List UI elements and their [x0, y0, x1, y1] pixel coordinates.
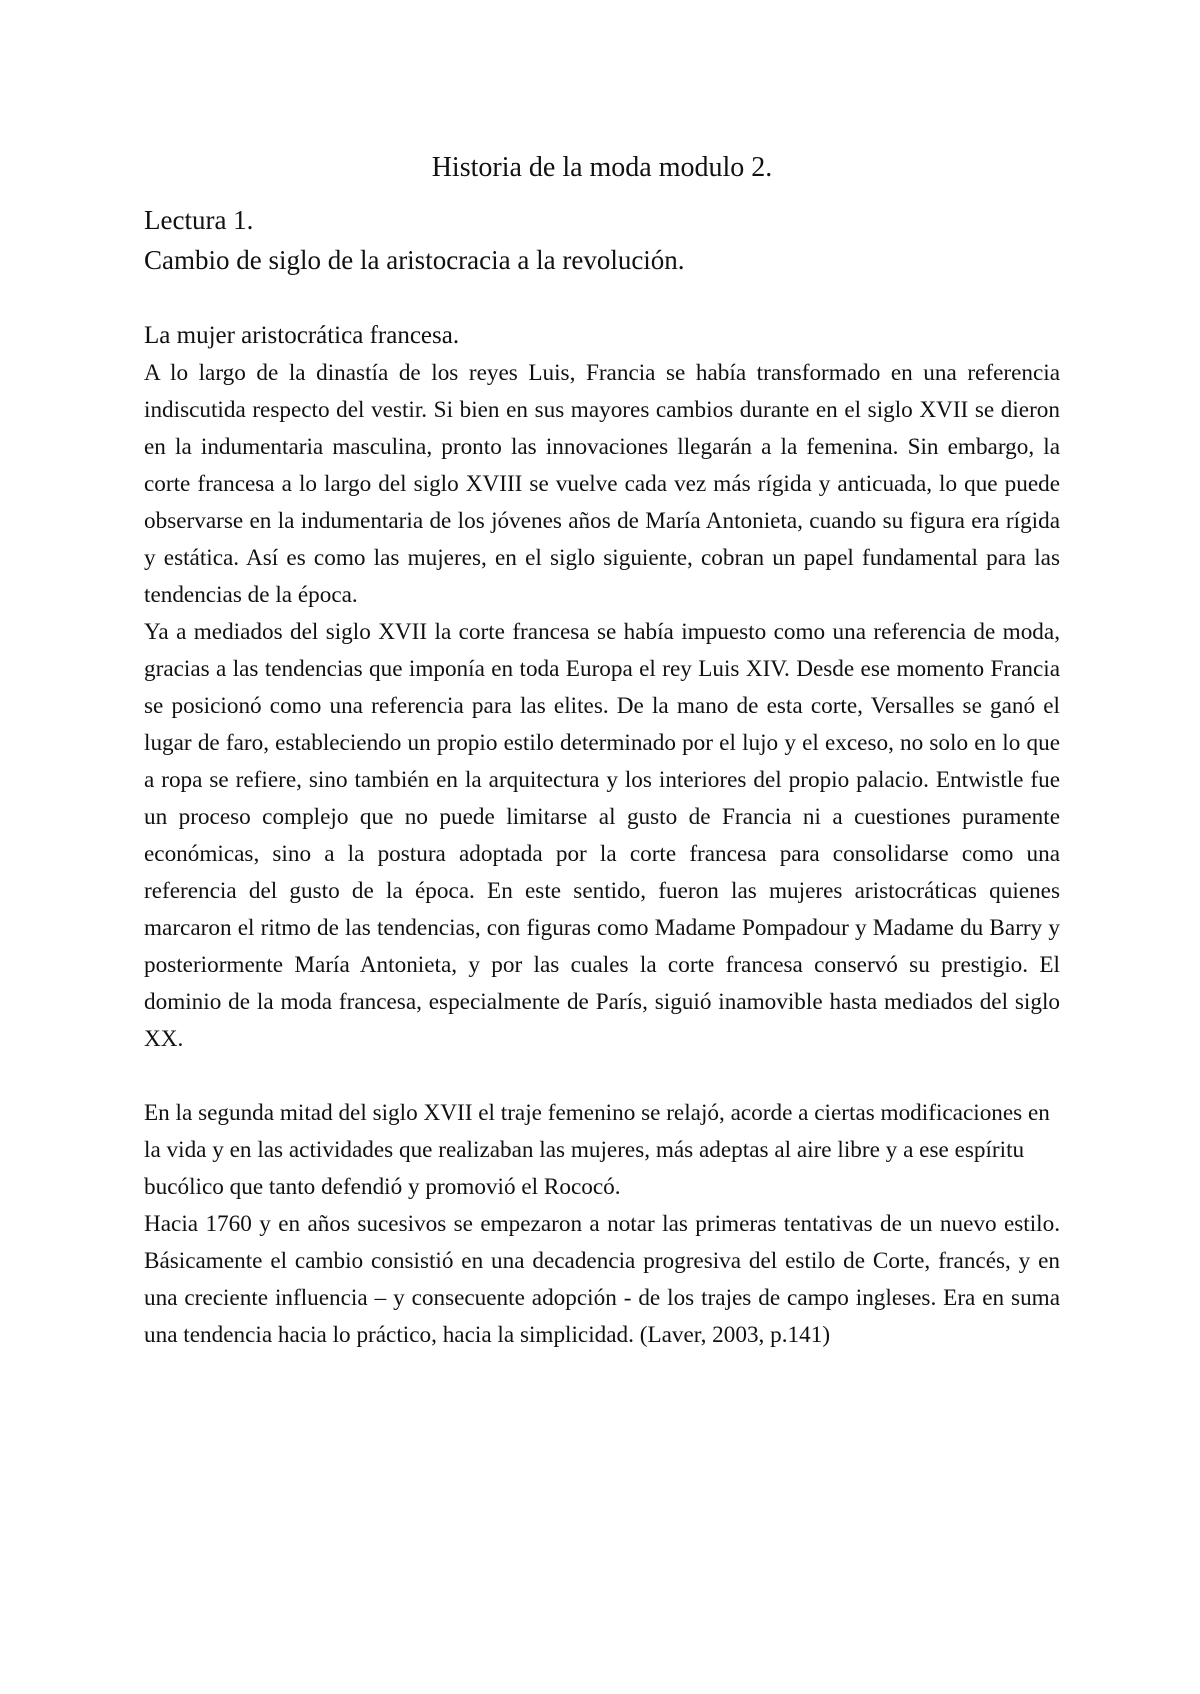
- lecture-label: Lectura 1.: [144, 205, 254, 235]
- section-heading: La mujer aristocrática francesa.: [144, 322, 460, 349]
- paragraph-1: A lo largo de la dinastía de los reyes Luis, Francia se había transformado en una referencia indiscutida respecto del vestir. Si bien en sus mayores cambios durante en el siglo XVII se dieron en la indumentaria masculina, pronto las innovaciones llegarán a la femenina. Sin embargo, la corte francesa a lo largo del siglo XVIII se vuelve cada vez más rígida y anticuada, lo que puede observarse en la indumentaria de los jóvenes años de María Antonieta, cuando su figura era rígida y estática. Así es como las mujeres, en el siglo siguiente, cobran un papel fundamental para las tendencias de la época.: [144, 360, 1060, 608]
- paragraph-2: Ya a mediados del siglo XVII la corte francesa se había impuesto como una referencia de moda, gracias a las tendencias que imponía en toda Europa el rey Luis XIV. Desde ese momento Francia se posicionó como una referencia para las elites. De la mano de esta corte, Versalles se ganó el lugar de faro, estableciendo un propio estilo determinado por el lujo y el exceso, no solo en lo que a ropa se refiere, sino también en la arquitectura y los interiores del propio palacio. Entwistle fue un proceso complejo que no puede limitarse al gusto de Francia ni a cuestiones puramente económicas, sino a la postura adoptada por la corte francesa para consolidarse como una referencia del gusto de la época. En este sentido, fueron las mujeres aristocráticas quienes marcaron el ritmo de las tendencias, con figuras como Madame Pompadour y Madame du Barry y posteriormente María Antonieta, y por las cuales la corte francesa conservó su prestigio. El dominio de la moda francesa, especialmente de París, siguió inamovible hasta mediados del siglo XX.: [144, 619, 1060, 1052]
- lecture-title: Cambio de siglo de la aristocracia a la revolución.: [144, 245, 685, 275]
- spacer: [144, 280, 1060, 317]
- paragraph-3: En la segunda mitad del siglo XVII el traje femenino se relajó, acorde a ciertas modificaciones en la vida y en las actividades que realizaban las mujeres, más adeptas al aire libre y a ese espíritu bucólico que tanto defendió y promovió el Rococó.: [144, 1100, 1050, 1200]
- spacer: [144, 1058, 1060, 1095]
- document-title: Historia de la moda modulo 2.: [431, 152, 773, 183]
- document-body: [144, 148, 1060, 1354]
- paragraph-4: Hacia 1760 y en años sucesivos se empezaron a notar las primeras tentativas de un nuevo estilo. Básicamente el cambio consistió en una decadencia progresiva del estilo de Corte, francés, y en una creciente influencia – y consecuente adopción - de los trajes de campo ingleses. Era en suma una tendencia hacia lo práctico, hacia la simplicidad. (Laver, 2003, p.141): [144, 1211, 1060, 1348]
